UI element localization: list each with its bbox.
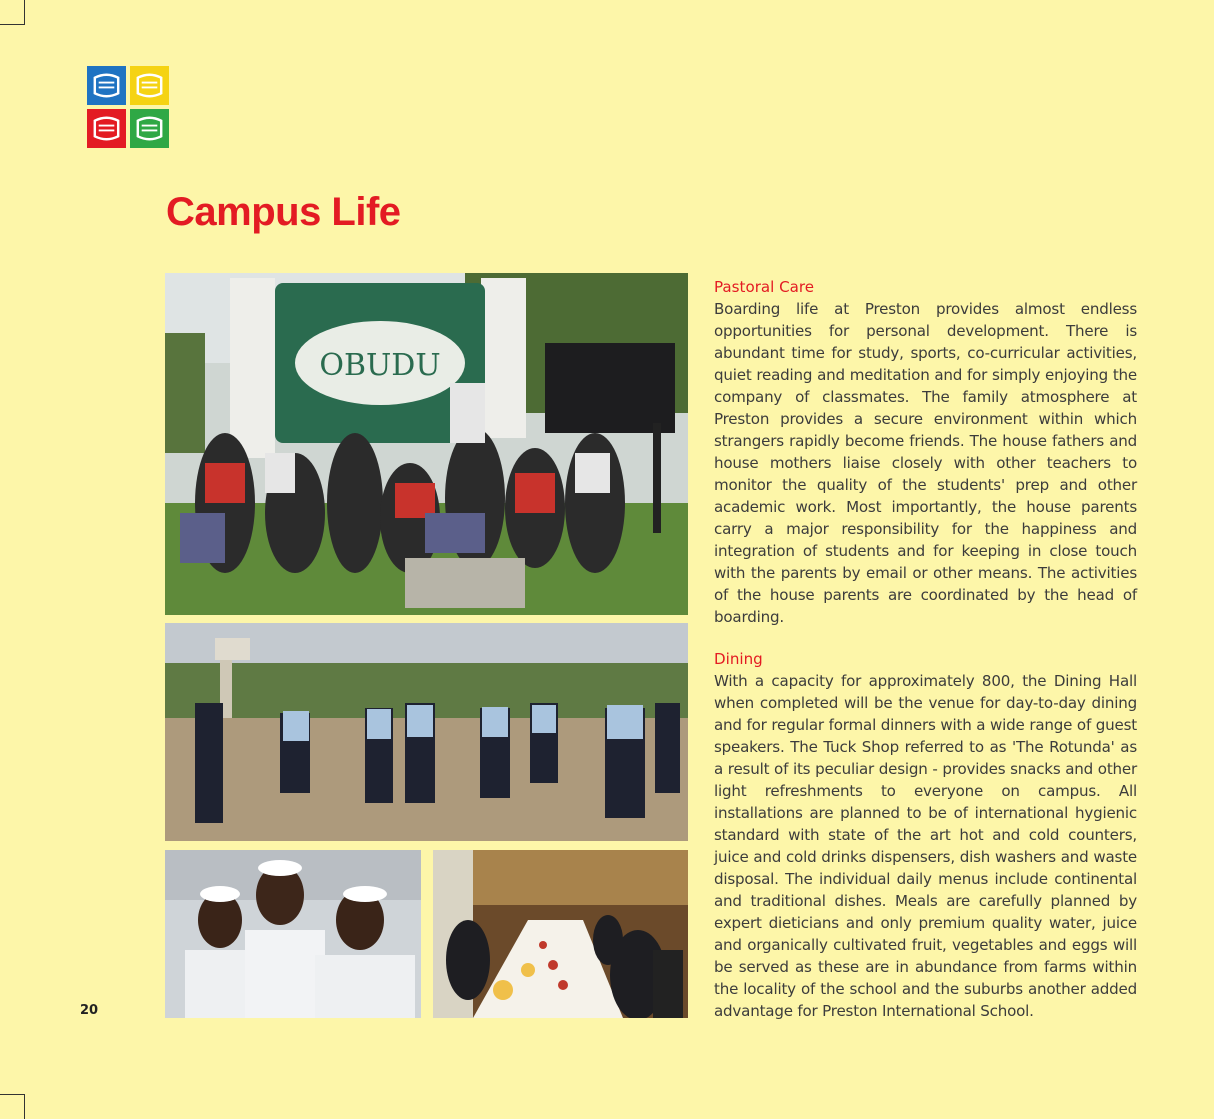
crop-mark-bottom-horizontal xyxy=(0,1094,25,1095)
school-crest-icon xyxy=(130,66,169,105)
crop-mark-bottom-vertical xyxy=(24,1094,25,1119)
text-column xyxy=(714,276,1137,1022)
section-heading: Pastoral Care xyxy=(714,278,815,296)
school-crest-icon xyxy=(130,109,169,148)
page-title: Campus Life xyxy=(166,190,401,234)
section-heading: Dining xyxy=(714,650,763,668)
section-pastoral-care xyxy=(714,276,1137,628)
crop-mark-top-horizontal xyxy=(0,24,25,25)
school-crest-icon xyxy=(87,66,126,105)
photo-three-students xyxy=(165,850,421,1018)
section-body: Boarding life at Preston provides almost endless opportunities for personal development. There is abundant time for study, sports, co-curricular activities, quiet reading and meditation and for simply enjoying the company of classmates. The family atmosphere at Preston provides a secure environment within which strangers rapidly become friends. The house fathers and house mothers liaise closely with other teachers to monitor the quality of the students' prep and other academic work. Most importantly, the house parents carry a major responsibility for the happiness and integration of students and for keeping in close touch with the parents by email or other means. The activities of the house parents are coordinated by the head of boarding. xyxy=(714,300,1137,626)
section-body: With a capacity for approximately 800, the Dining Hall when completed will be the venue for day-to-day dining and for regular formal dinners with a wide range of guest speakers. The Tuck Shop referred to as 'The Rotunda' as a result of its peculiar design - provides snacks and other light refreshments to everyone on campus. All installations are planned to be of international hygienic standard with state of the art hot and cold counters, juice and cold drinks dispensers, dish washers and waste disposal. The individual daily menus include continental and traditional dishes. Meals are carefully planned by expert dieticians and only premium quality water, juice and organically cultivated fruit, vegetables and eggs will be served as these are in abundance from farms within the locality of the school and the suburbs another added advantage for Preston International School. xyxy=(714,672,1137,1020)
photo-dining-table xyxy=(433,850,688,1018)
photo-group-at-sign xyxy=(165,273,688,615)
page-number: 20 xyxy=(80,1003,99,1018)
school-logo xyxy=(87,66,169,148)
sign-text: OBUDU xyxy=(319,348,441,383)
photo-students-waving xyxy=(165,623,688,841)
school-crest-icon xyxy=(87,109,126,148)
crop-mark-top-vertical xyxy=(24,0,25,24)
section-dining xyxy=(714,648,1137,1022)
